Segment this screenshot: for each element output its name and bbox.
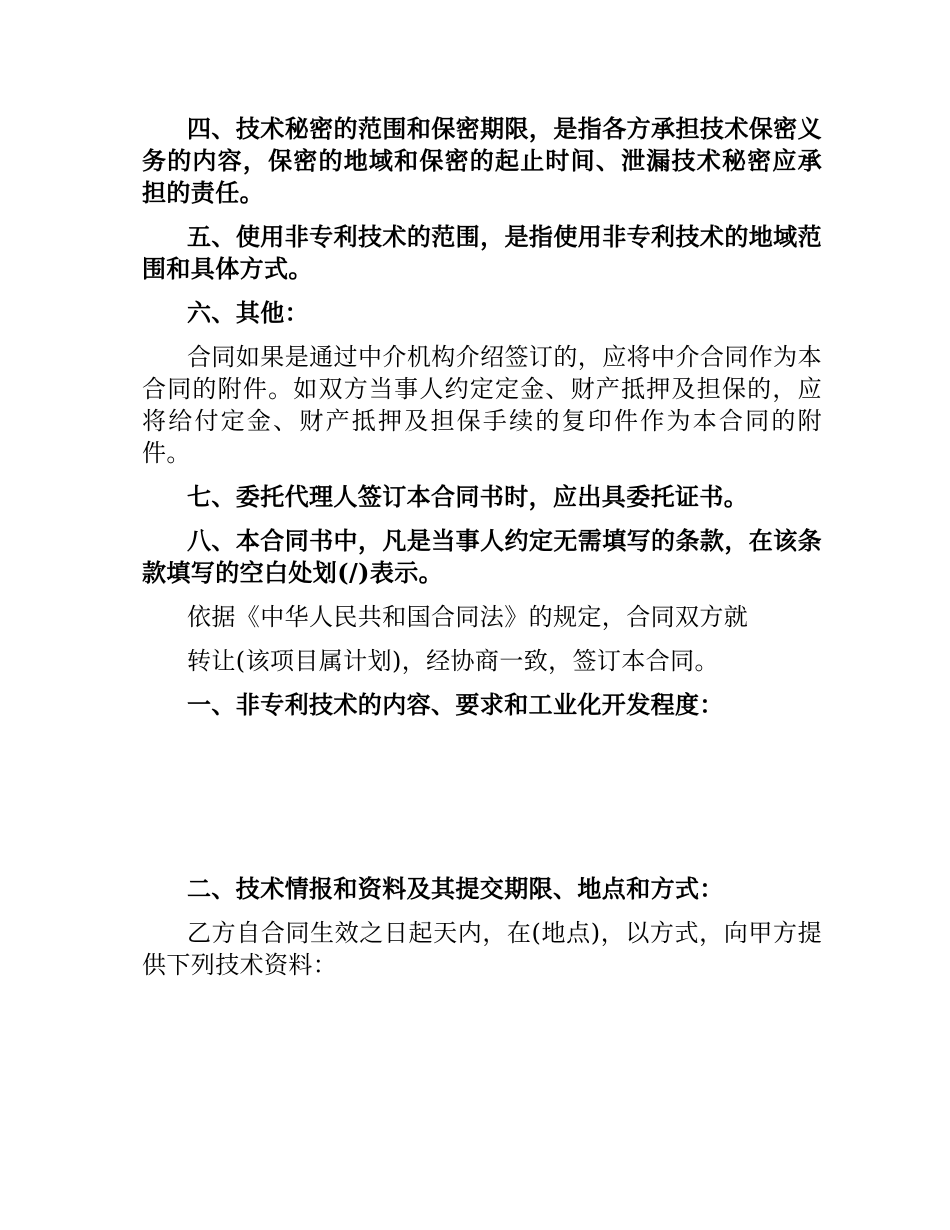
- clause-7-paragraph: 七、委托代理人签订本合同书时，应出具委托证书。: [187, 482, 749, 511]
- contract-basis-paragraph: 依据《中华人民共和国合同法》的规定，合同双方就: [187, 603, 749, 631]
- clause-8-paragraph: 八、本合同书中，凡是当事人约定无需填写的条款，在该条款填写的空白处划(/)表示。: [142, 526, 822, 587]
- clause-4-paragraph: 四、技术秘密的范围和保密期限，是指各方承担技术保密义务的内容，保密的地域和保密的起止时间、泄漏技术秘密应承担的责任。: [142, 114, 822, 207]
- clause-5-paragraph: 五、使用非专利技术的范围，是指使用非专利技术的地域范围和具体方式。: [142, 222, 822, 283]
- blank-fill-area: [142, 733, 822, 873]
- section-2-body-paragraph: 乙方自合同生效之日起天内，在(地点)，以方式，向甲方提供下列技术资料：: [142, 919, 822, 979]
- clause-6-heading: 六、其他：: [187, 298, 309, 327]
- section-2-heading: 二、技术情报和资料及其提交期限、地点和方式：: [187, 874, 724, 903]
- section-1-heading: 一、非专利技术的内容、要求和工业化开发程度：: [187, 690, 724, 719]
- document-body: [142, 113, 822, 993]
- transfer-agreement-paragraph: 转让(该项目属计划)，经协商一致，签订本合同。: [187, 647, 719, 675]
- clause-6-body-paragraph: 合同如果是通过中介机构介绍签订的，应将中介合同作为本合同的附件。如双方当事人约定定金、财产抵押及担保的，应将给付定金、财产抵押及担保手续的复印件作为本合同的附件。: [142, 343, 822, 467]
